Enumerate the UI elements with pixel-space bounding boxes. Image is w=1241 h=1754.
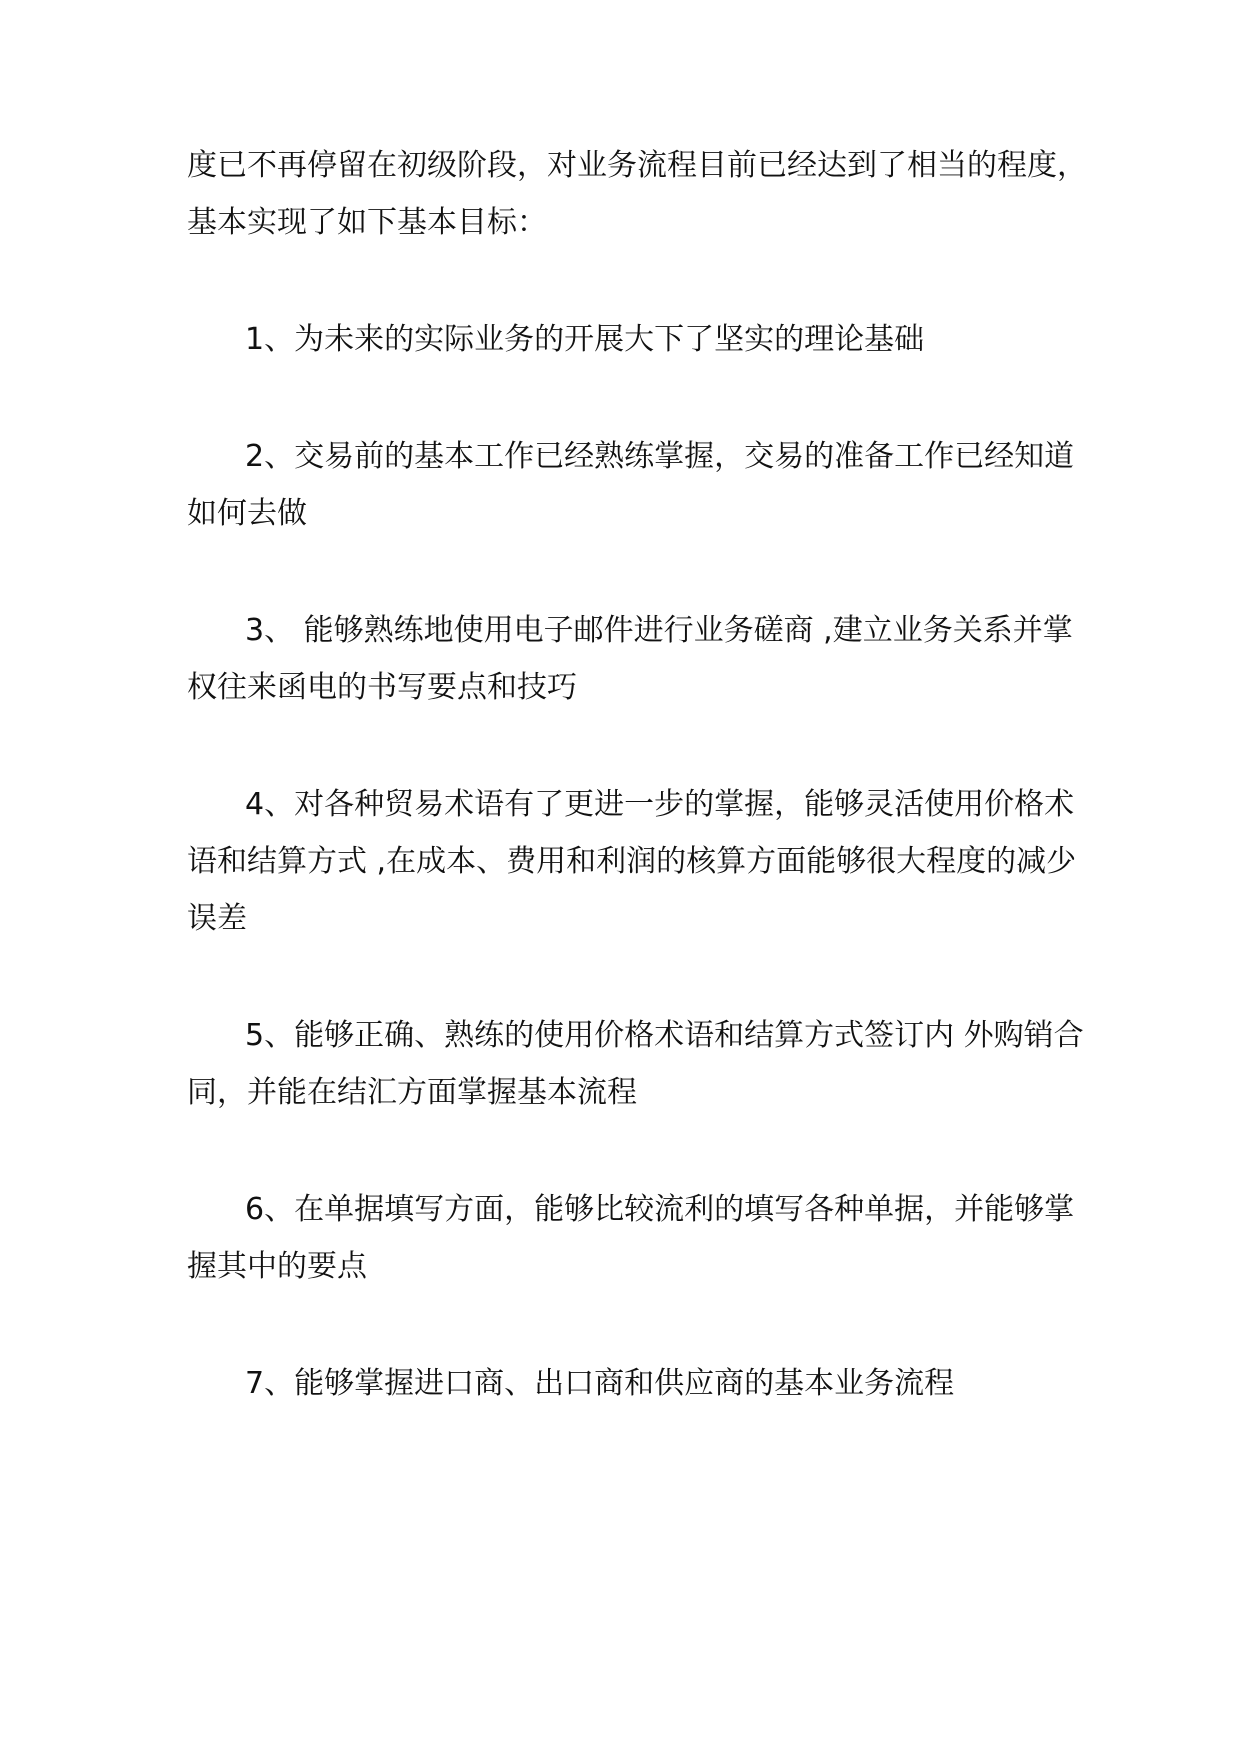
- goal-5-line-2: 同，并能在结汇方面掌握基本流程: [187, 1075, 637, 1110]
- goal-1-line-1: 1、为未来的实际业务的开展大下了坚实的理论基础: [245, 322, 925, 357]
- goal-2-line-1: 2、交易前的基本工作已经熟练掌握，交易的准备工作已经知道: [245, 439, 1075, 474]
- intro-line-2: 基本实现了如下基本目标：: [187, 205, 547, 240]
- goal-2-line-2: 如何去做: [187, 496, 307, 531]
- goal-4-line-1: 4、对各种贸易术语有了更进一步的掌握，能够灵活使用价格术: [245, 787, 1075, 822]
- goal-3-line-1: 3、 能够熟练地使用电子邮件进行业务磋商 ,建立业务关系并掌: [245, 613, 1073, 648]
- goal-6-line-1: 6、在单据填写方面，能够比较流利的填写各种单据，并能够掌: [245, 1192, 1075, 1227]
- goal-7-line-1: 7、能够掌握进口商、出口商和供应商的基本业务流程: [245, 1366, 955, 1401]
- goal-3-line-2: 权往来函电的书写要点和技巧: [187, 670, 577, 705]
- intro-line-1: 度已不再停留在初级阶段，对业务流程目前已经达到了相当的程度，: [187, 148, 1087, 183]
- goal-4-line-3: 误差: [187, 901, 247, 936]
- goal-5-line-1: 5、能够正确、熟练的使用价格术语和结算方式签订内 外购销合: [245, 1018, 1084, 1053]
- goal-4-line-2: 语和结算方式 ,在成本、费用和利润的核算方面能够很大程度的减少: [187, 844, 1077, 879]
- goal-6-line-2: 握其中的要点: [187, 1249, 367, 1284]
